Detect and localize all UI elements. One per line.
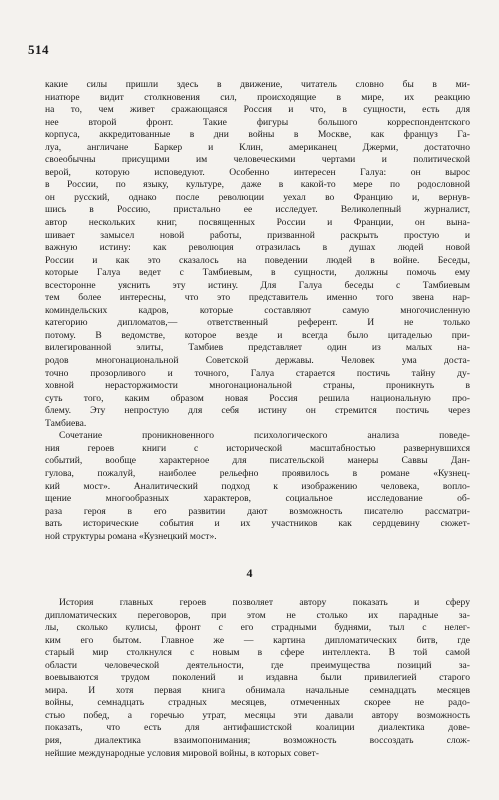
text-line: автор нескольких книг, посвященных России и Франции, он вына- bbox=[45, 217, 470, 229]
text-line: блему. Эту непростую для себя истину он стремится постичь через bbox=[45, 405, 470, 417]
paragraph-heroes bbox=[45, 597, 470, 760]
text-line: рия, диалектика взаимопонимания; возможность воссоздать слож- bbox=[45, 735, 470, 747]
text-line: воевываются трудом поколений и издавна были привилегией старого bbox=[45, 672, 470, 684]
text-line: ной структуры романа «Кузнецкий мост». bbox=[45, 530, 217, 542]
text-line: кий мост». Аналитический подход к изображению человека, вопло- bbox=[45, 480, 470, 492]
text-line: Сочетание проникновенного психологического анализа поведе- bbox=[59, 430, 470, 442]
text-line: которые Галуа ведет с Тамбиевым, в сущности, должны помочь ему bbox=[45, 267, 470, 279]
text-line: вать исторические события и их участников как сердцевину сюжет- bbox=[45, 518, 470, 530]
text-line: верой, которую исповедуют. Особенно интересен Галуа: он выроc bbox=[45, 166, 470, 178]
text-line: мира. И хотя первая книга обнимала начальные семнадцать месяцев bbox=[45, 684, 470, 696]
text-line: корпуса, аккредитованные в дни войны в Москве, как француз Га- bbox=[45, 129, 470, 141]
text-line: на то, чем живет сражающаяся Россия и что, в сущности, есть для bbox=[45, 104, 470, 116]
section-number: 4 bbox=[246, 566, 253, 580]
text-line: раза героя в его развитии дают возможность писателю рассматри- bbox=[45, 505, 470, 517]
text-line: коминдельских кадров, которые составляют самую многочисленную bbox=[45, 304, 470, 316]
text-line: нейшие международные условия мировой войны, в которых совет- bbox=[45, 747, 319, 759]
text-line: вилегированной элиты, Тамбиев представляет один из малых на- bbox=[45, 342, 470, 354]
text-line: щение многообразных характеров, социальное исследование об- bbox=[45, 493, 470, 505]
text-line: войны, семнадцать страдных месяцев, отмеченных скорее не радо- bbox=[45, 697, 470, 709]
text-line: области человеческой деятельности, где преимущества позиций за- bbox=[45, 659, 470, 671]
text-line: важную истину: как революция отразилась в душах людей новой bbox=[45, 242, 470, 254]
text-line: дипломатических переговоров, при этом не столько их парадные за- bbox=[45, 609, 470, 621]
text-line: потому. В ведомстве, которое везде и всегда было цитаделью при- bbox=[45, 329, 470, 341]
body-text-top bbox=[45, 79, 470, 543]
text-line: шись в Россию, пристально ее исследует. Великолепный журналист, bbox=[45, 204, 470, 216]
text-line: шивает замысел новой работы, призванной раскрыть простую и bbox=[45, 229, 470, 241]
text-line: показать, что есть для антифашистской коалиции диалектика дове- bbox=[45, 722, 470, 734]
text-line: точно прозорливого и точного, Галуа старается постичь тайну ду- bbox=[45, 367, 470, 379]
text-line: лы, сколько кулисы, фронт с его страдными буднями, тыл с нелег- bbox=[45, 622, 470, 634]
text-line: ким его бытом. Главное же — картина дипломатических битв, где bbox=[45, 634, 470, 646]
text-line: он русский, однако после революции уехал во Францию и, вернув- bbox=[45, 191, 470, 203]
text-line: ния героев книги с исторической масштабностью развернувшихся bbox=[45, 442, 470, 454]
text-line: России и как это сказалось на поведении людей в войне. Беседы, bbox=[45, 254, 470, 266]
text-line: гулова, пожалуй, наиболее рельефно проявилось в романе «Кузнец- bbox=[45, 467, 470, 479]
text-line: луа, англичане Баркер и Клин, американец Джерми, достаточно bbox=[45, 141, 470, 153]
text-line: ховной нерасторжимости многонациональной страны, проникнуть в bbox=[45, 380, 470, 392]
text-line: Тамбиева. bbox=[45, 417, 87, 429]
body-text-bottom bbox=[45, 597, 470, 760]
paragraph-galua bbox=[45, 79, 470, 430]
text-line: какие силы пришли здесь в движение, читатель словно бы в ми- bbox=[45, 79, 470, 90]
text-line: стью побед, а горечью утрат, месяцы эти давали автору возможность bbox=[45, 709, 470, 721]
text-line: тем более интересны, что это представитель именно того звена нар- bbox=[45, 292, 470, 304]
page-number: 514 bbox=[28, 42, 49, 57]
text-line: событий, вообще характерное для писательской манеры Саввы Дан- bbox=[45, 455, 470, 467]
text-line: ниатюре видит столкновения сил, происходящие в мире, их реакцию bbox=[45, 91, 470, 103]
paragraph-analysis bbox=[45, 430, 470, 543]
text-line: История главных героев позволяет автору показать и сферу bbox=[59, 597, 470, 608]
text-line: в России, по языку, культуре, даже в какой-то мере по родословной bbox=[45, 179, 470, 191]
text-line: родов многонациональной Советской державы. Человек ума доста- bbox=[45, 355, 470, 367]
text-line: суть того, каким образом новая Россия решила национальную про- bbox=[45, 392, 470, 404]
text-line: всесторонне уяснить эту истину. Для Галуа беседы с Тамбиевым bbox=[45, 279, 470, 291]
text-line: нее второй фронт. Такие фигуры большого корреспондентского bbox=[45, 116, 470, 128]
text-line: старый мир столкнулся с новым в сфере интеллекта. В той самой bbox=[45, 647, 470, 659]
text-line: своеобычны присущими им человеческими чертами и политической bbox=[45, 154, 470, 166]
text-line: категорию дипломатов,— ответственный референт. И не только bbox=[45, 317, 470, 329]
